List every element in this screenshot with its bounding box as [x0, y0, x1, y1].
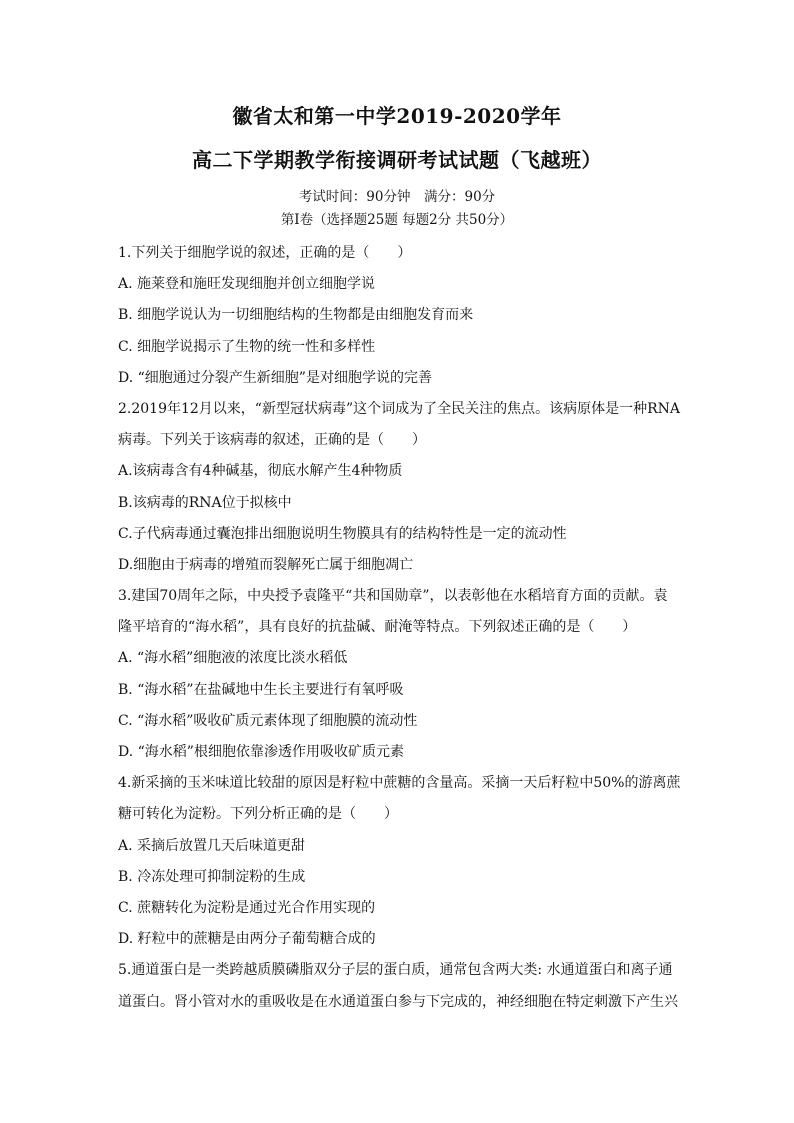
question-5 [118, 955, 683, 1017]
option-a: A. “海水稻”细胞液的浓度比淡水稻低 [118, 650, 348, 667]
exam-info: 考试时间：90分钟 满分：90分 [298, 189, 496, 205]
option-b: B. 细胞学说认为一切细胞结构的生物都是由细胞发育而来 [118, 307, 474, 324]
question-1 [118, 238, 683, 394]
question-3 [118, 581, 683, 768]
question-stem-line: 1.下列关于细胞学说的叙述，正确的是（ ） [118, 245, 412, 261]
question-2 [118, 394, 683, 581]
option-d: D. “细胞通过分裂产生新细胞”是对细胞学说的完善 [118, 369, 432, 386]
question-stem-line: 糖可转化为淀粉。下列分析正确的是（ ） [118, 806, 398, 823]
option-a: A.该病毒含有4种碱基，彻底水解产生4种物质 [118, 463, 403, 480]
option-c: C. 细胞学说揭示了生物的统一性和多样性 [118, 338, 376, 355]
option-d: D. “海水稻”根细胞依靠渗透作用吸收矿质元素 [118, 744, 404, 760]
question-stem-line: 隆平培育的“海水稻”，具有良好的抗盐碱、耐淹等特点。下列叙述正确的是（ ） [118, 619, 637, 636]
question-stem-line: 5.通道蛋白是一类跨越质膜磷脂双分子层的蛋白质，通常包含两大类: 水通道蛋白和离子通 [118, 962, 673, 979]
option-d: D.细胞由于病毒的增殖而裂解死亡属于细胞凋亡 [118, 556, 414, 573]
document-title-line2: 高二下学期教学衔接调研考试试题（飞越班） [192, 148, 602, 172]
question-list [118, 238, 683, 1018]
option-d: D. 籽粒中的蔗糖是由两分子葡萄糖合成的 [118, 931, 376, 948]
document-title-line1: 徽省太和第一中学2019-2020学年 [232, 104, 562, 128]
question-stem-line: 4.新采摘的玉米味道比较甜的原因是籽粒中蔗糖的含量高。采摘一天后籽粒中50%的游离蔗 [118, 775, 681, 792]
question-stem-line: 病毒。下列关于该病毒的叙述，正确的是（ ） [118, 432, 426, 449]
option-b: B. “海水稻”在盐碱地中生长主要进行有氧呼吸 [118, 681, 404, 698]
option-a: A. 施莱登和施旺发现细胞并创立细胞学说 [118, 276, 376, 293]
question-stem-line: 2.2019年12月以来，“新型冠状病毒”这个词成为了全民关注的焦点。该病原体是一种RNA [118, 400, 681, 417]
question-4 [118, 768, 683, 955]
question-stem-line: 3.建国70周年之际，中央授予袁隆平“共和国勋章”，以表彰他在水稻培育方面的贡献。袁 [118, 588, 668, 605]
option-b: B.该病毒的RNA位于拟核中 [118, 494, 292, 511]
option-c: C.子代病毒通过囊泡排出细胞说明生物膜具有的结构特性是一定的流动性 [118, 525, 567, 542]
option-b: B. 冷冻处理可抑制淀粉的生成 [118, 868, 306, 885]
option-a: A. 采摘后放置几天后味道更甜 [118, 837, 306, 854]
option-c: C. 蔗糖转化为淀粉是通过光合作用实现的 [118, 899, 376, 916]
section-info: 第I卷（选择题25题 每题2分 共50分） [280, 212, 514, 228]
question-stem-line: 道蛋白。肾小管对水的重吸收是在水通道蛋白参与下完成的，神经细胞在特定刺激下产生兴 [118, 993, 678, 1010]
option-c: C. “海水稻”吸收矿质元素体现了细胞膜的流动性 [118, 712, 418, 729]
